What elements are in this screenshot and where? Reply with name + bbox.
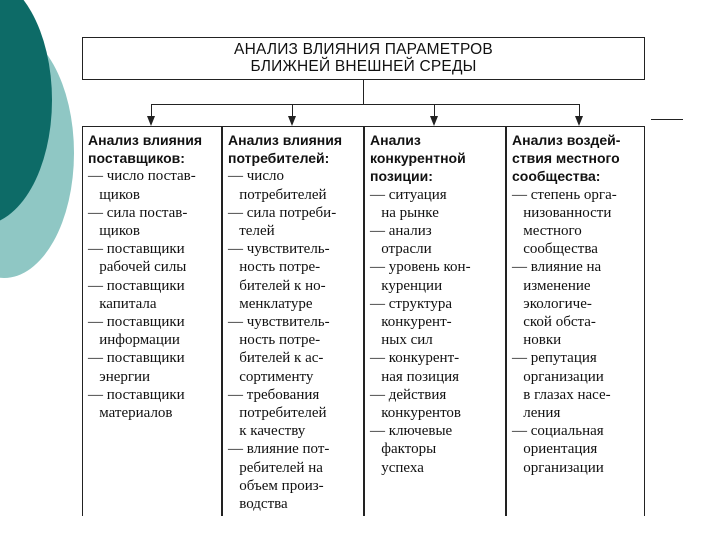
column-items: — число потребителей — сила потреби- телей — чувствитель- ность потре- бителей к но- менклатуре — чувствитель- ность потре- бителей к ас- сортименту — требования потребителей к качеству — влияние пот- ребителей на объем произ- водства: [228, 168, 337, 513]
connector-branch-4: [579, 104, 580, 116]
column-title: Анализ воздей- ствия местного сообщества:: [512, 132, 621, 185]
column-local-community: [506, 126, 645, 516]
diagram-header-box: [82, 37, 645, 80]
connector-horizontal: [151, 104, 580, 105]
column-items: — степень орга- низованности местного сообщества — влияние на изменение экологиче- ской обста- новки — репутация организации в глазах насе- ления — социальная ориентация организации: [512, 186, 617, 476]
connector-branch-1: [151, 104, 152, 116]
column-title: Анализ конкурентной позиции:: [370, 132, 466, 185]
side-rule: [651, 119, 683, 120]
arrow-head-2: [288, 116, 296, 126]
arrow-head-1: [147, 116, 155, 126]
column-consumers: [222, 126, 364, 516]
arrow-head-3: [430, 116, 438, 126]
header-line-2: БЛИЖНЕЙ ВНЕШНЕЙ СРЕДЫ: [250, 58, 477, 75]
column-items: — число постав- щиков — сила постав- щиков — поставщики рабочей силы — поставщики капитала — поставщики информации — поставщики энергии — поставщики материалов: [88, 168, 196, 422]
connector-branch-2: [292, 104, 293, 116]
column-title: Анализ влияния поставщиков:: [88, 132, 203, 167]
arrow-head-4: [575, 116, 583, 126]
column-items: — ситуация на рынке — анализ отрасли — уровень кон- куренции — структура конкурент- ных сил — конкурент- ная позиция — действия конкурентов — ключевые факторы успеха: [370, 186, 471, 476]
connector-branch-3: [434, 104, 435, 116]
connector-vertical-main: [363, 80, 364, 104]
header-line-1: АНАЛИЗ ВЛИЯНИЯ ПАРАМЕТРОВ: [234, 41, 493, 58]
column-competitive-position: [364, 126, 506, 516]
column-suppliers: [82, 126, 222, 516]
column-title: Анализ влияния потребителей:: [228, 132, 343, 167]
